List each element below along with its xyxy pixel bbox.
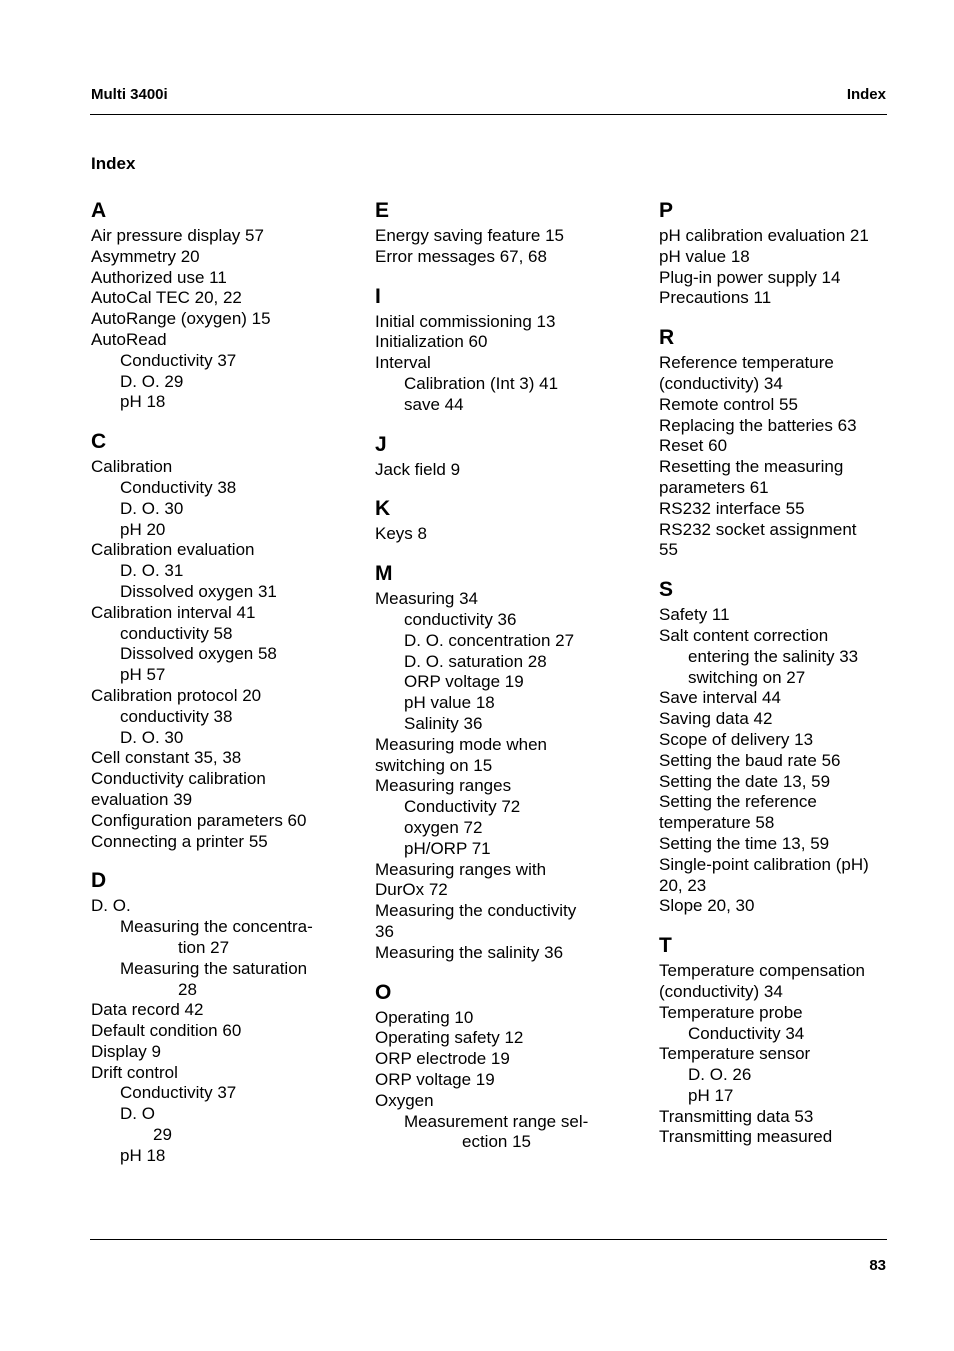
index-entry: switching on 15 — [375, 755, 493, 775]
index-entry: Initialization 60 — [375, 332, 488, 352]
section-letter: S — [659, 578, 674, 602]
section-letter: I — [375, 284, 381, 308]
index-entry: pH value 18 — [659, 246, 750, 266]
index-section — [91, 200, 361, 413]
index-entry: Measuring ranges with — [375, 859, 547, 879]
index-entry: temperature 58 — [659, 813, 775, 833]
index-subentry: 29 — [153, 1125, 172, 1145]
section-letter: P — [659, 199, 674, 222]
index-entry: Drift control — [91, 1062, 178, 1082]
section-letter: R — [659, 326, 675, 350]
running-header-section: Index — [846, 86, 886, 103]
index-subentry: 28 — [178, 979, 197, 999]
index-entry: Calibration — [91, 457, 173, 477]
section-letter: D — [91, 869, 107, 893]
index-subentry: pH 57 — [120, 665, 166, 685]
index-entry: (conductivity) 34 — [659, 981, 783, 1001]
index-entry: ORP voltage 19 — [375, 1069, 495, 1089]
index-entry: Asymmetry 20 — [91, 246, 200, 266]
index-entry: Save interval 44 — [659, 688, 781, 708]
index-subentry: conductivity 36 — [404, 609, 517, 629]
index-subentry: Calibration (Int 3) 41 — [404, 373, 559, 393]
index-entry: Display 9 — [91, 1041, 161, 1061]
footer-rule — [90, 1239, 887, 1240]
section-letter: E — [375, 199, 390, 222]
index-entry: Setting the reference — [659, 792, 817, 812]
page-title: Index — [91, 154, 136, 173]
index-entry: DurOx 72 — [375, 880, 448, 900]
index-subentry: Dissolved oxygen 31 — [120, 581, 277, 601]
section-letter: C — [91, 430, 107, 454]
index-subentry: D. O. 26 — [688, 1065, 752, 1085]
index-entry: Calibration evaluation — [91, 540, 255, 560]
index-entry: Measuring mode when — [375, 734, 547, 754]
index-subentry: Conductivity 38 — [120, 477, 237, 497]
index-entry: Default condition 60 — [91, 1021, 242, 1041]
index-subentry: pH 20 — [120, 519, 166, 539]
index-section — [659, 327, 887, 561]
index-section — [659, 935, 887, 1148]
index-column-2 — [375, 200, 645, 1171]
index-subentry: Dissolved oxygen 58 — [120, 644, 277, 664]
index-subentry: oxygen 72 — [404, 817, 483, 837]
index-subentry: pH value 18 — [404, 693, 495, 713]
index-entry: RS232 socket assignment — [659, 519, 857, 539]
index-entry: Operating 10 — [375, 1007, 474, 1027]
index-subentry: D. O. saturation 28 — [404, 651, 547, 671]
index-entry: Scope of delivery 13 — [659, 729, 814, 749]
index-subentry: pH 17 — [688, 1085, 734, 1105]
index-subentry: ection 15 — [462, 1132, 531, 1152]
index-section — [91, 431, 361, 852]
index-entry: Temperature sensor — [659, 1044, 811, 1064]
index-entry: Calibration protocol 20 — [91, 685, 262, 705]
index-entry: 55 — [659, 540, 678, 560]
index-entry: 36 — [375, 921, 394, 941]
index-entry: Transmitting measured — [659, 1127, 833, 1147]
index-entry: Authorized use 11 — [91, 267, 227, 287]
index-entry: Replacing the batteries 63 — [659, 415, 857, 435]
index-subentry: conductivity 38 — [120, 706, 233, 726]
section-letter: T — [659, 934, 672, 958]
index-entry: Connecting a printer 55 — [91, 831, 268, 851]
running-header-product: Multi 3400i — [91, 86, 168, 103]
index-column-3 — [659, 200, 887, 1166]
index-subentry: Conductivity 37 — [120, 350, 237, 370]
index-entry: Interval — [375, 353, 431, 373]
index-entry: Slope 20, 30 — [659, 896, 755, 916]
index-section — [375, 982, 645, 1154]
index-column-1 — [91, 200, 361, 1185]
index-entry: Measuring the salinity 36 — [375, 942, 564, 962]
index-subentry: Measurement range sel- — [404, 1111, 589, 1131]
index-subentry: pH 18 — [120, 392, 166, 412]
index-entry: Temperature probe — [659, 1002, 803, 1022]
section-letter: M — [375, 562, 393, 586]
index-entry: parameters 61 — [659, 477, 769, 497]
index-entry: AutoCal TEC 20, 22 — [91, 288, 242, 308]
index-entry: Reset 60 — [659, 436, 728, 456]
index-entry: Remote control 55 — [659, 394, 798, 414]
index-entry: Measuring 34 — [375, 589, 479, 609]
index-subentry: D. O. 29 — [120, 371, 184, 391]
index-entry: Keys 8 — [375, 524, 427, 544]
index-entry: Calibration interval 41 — [91, 602, 256, 622]
index-entry: Setting the time 13, 59 — [659, 833, 830, 853]
index-entry: 20, 23 — [659, 875, 707, 895]
index-entry: Measuring the conductivity — [375, 901, 577, 921]
index-entry: Transmitting data 53 — [659, 1106, 814, 1126]
index-subentry: Salinity 36 — [404, 713, 483, 733]
index-section — [375, 434, 645, 481]
index-subentry: D. O. 31 — [120, 561, 184, 581]
index-entry: Single-point calibration (pH) — [659, 854, 869, 874]
index-entry: Setting the baud rate 56 — [659, 750, 841, 770]
index-entry: D. O. — [91, 896, 131, 916]
index-subentry: tion 27 — [178, 937, 230, 957]
index-entry: Cell constant 35, 38 — [91, 748, 242, 768]
index-subentry: D. O — [120, 1104, 155, 1124]
section-letter: O — [375, 980, 392, 1004]
index-entry: Error messages 67, 68 — [375, 246, 547, 266]
index-entry: Initial commissioning 13 — [375, 311, 556, 331]
index-entry: AutoRange (oxygen) 15 — [91, 309, 271, 329]
index-entry: ORP electrode 19 — [375, 1049, 510, 1069]
index-entry: AutoRead — [91, 329, 167, 349]
index-subentry: D. O. 30 — [120, 727, 184, 747]
index-section — [659, 200, 887, 309]
index-entry: Operating safety 12 — [375, 1028, 524, 1048]
index-entry: Temperature compensation — [659, 961, 866, 981]
index-subentry: conductivity 58 — [120, 623, 233, 643]
index-entry: Conductivity calibration — [91, 769, 266, 789]
index-entry: Measuring ranges — [375, 776, 512, 796]
index-subentry: Conductivity 72 — [404, 797, 521, 817]
index-entry: Jack field 9 — [375, 459, 461, 479]
index-subentry: D. O. concentration 27 — [404, 630, 575, 650]
index-section — [375, 200, 645, 268]
index-entry: Reference temperature — [659, 353, 834, 373]
index-entry: Configuration parameters 60 — [91, 810, 307, 830]
index-entry: Salt content correction — [659, 625, 829, 645]
index-entry: RS232 interface 55 — [659, 498, 805, 518]
index-section — [375, 498, 645, 545]
section-letter: K — [375, 497, 391, 521]
index-subentry: Measuring the saturation — [120, 958, 308, 978]
index-entry: Setting the date 13, 59 — [659, 771, 831, 791]
index-entry: Data record 42 — [91, 1000, 204, 1020]
index-entry: Resetting the measuring — [659, 457, 844, 477]
index-entry: pH calibration evaluation 21 — [659, 226, 869, 245]
index-entry: Saving data 42 — [659, 709, 773, 729]
index-subentry: D. O. 30 — [120, 498, 184, 518]
index-section — [659, 579, 887, 917]
index-subentry: pH 18 — [120, 1145, 166, 1165]
index-subentry: pH/ORP 71 — [404, 838, 491, 858]
index-subentry: Conductivity 37 — [120, 1083, 237, 1103]
index-entry: evaluation 39 — [91, 789, 193, 809]
index-subentry: Measuring the concentra- — [120, 917, 313, 937]
section-letter: J — [375, 432, 387, 456]
index-subentry: entering the salinity 33 — [688, 646, 859, 666]
page-number: 83 — [869, 1257, 886, 1274]
index-subentry: ORP voltage 19 — [404, 672, 524, 692]
index-section — [375, 563, 645, 963]
header-rule — [90, 114, 887, 115]
index-section — [375, 286, 645, 416]
index-section — [91, 870, 361, 1166]
index-entry: (conductivity) 34 — [659, 373, 783, 393]
index-entry: Air pressure display 57 — [91, 226, 264, 245]
index-subentry: switching on 27 — [688, 667, 806, 687]
section-letter: A — [91, 199, 107, 222]
index-subentry: Conductivity 34 — [688, 1023, 805, 1043]
index-entry: Plug-in power supply 14 — [659, 267, 841, 287]
index-entry: Oxygen — [375, 1090, 434, 1110]
index-entry: Safety 11 — [659, 605, 730, 625]
index-entry: Precautions 11 — [659, 288, 772, 308]
index-entry: Energy saving feature 15 — [375, 226, 565, 245]
index-subentry: save 44 — [404, 394, 464, 414]
